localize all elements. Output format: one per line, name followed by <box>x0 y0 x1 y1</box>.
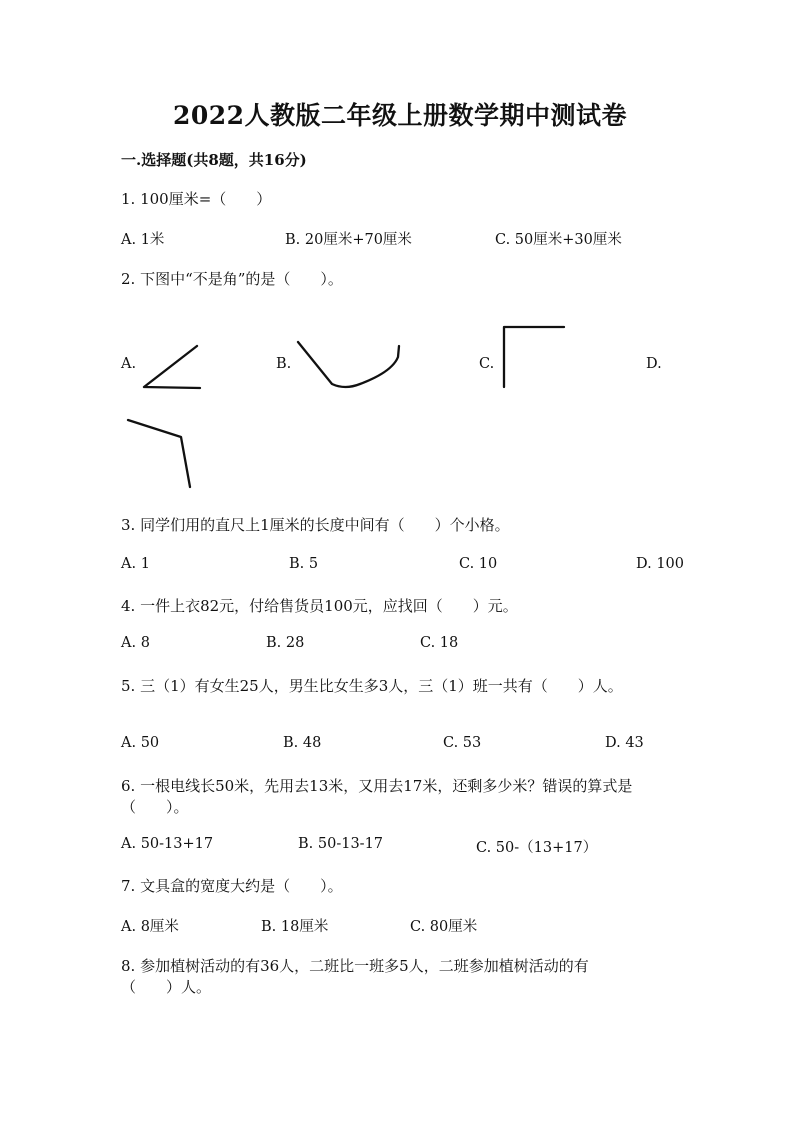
q4-option-b[interactable]: B. 28 <box>266 635 305 651</box>
q2-option-d[interactable]: D. <box>646 356 662 372</box>
q7-option-a[interactable]: A. 8厘米 <box>121 919 179 935</box>
q6-option-c[interactable]: C. 50-（13+17） <box>476 840 598 856</box>
q7-option-c[interactable]: C. 80厘米 <box>410 919 478 935</box>
q5-option-a[interactable]: A. 50 <box>121 735 160 751</box>
question-1: 1. 100厘米=（ ） <box>121 190 272 208</box>
q5-option-d[interactable]: D. 43 <box>605 735 644 751</box>
section-heading: 一.选择题(共8题，共16分) <box>121 151 307 169</box>
q1-option-b[interactable]: B. 20厘米+70厘米 <box>285 232 412 248</box>
question-3: 3. 同学们用的直尺上1厘米的长度中间有（ ）个小格。 <box>121 516 510 534</box>
figure-b-curve <box>298 342 399 387</box>
q2-option-c[interactable]: C. <box>479 356 495 372</box>
figure-c-right-angle <box>504 327 564 387</box>
q2-figures <box>0 0 800 500</box>
q2-option-b[interactable]: B. <box>276 356 292 372</box>
page-title: 2022人教版二年级上册数学期中测试卷 <box>172 101 628 130</box>
q2-option-a[interactable]: A. <box>121 356 137 372</box>
q5-option-b[interactable]: B. 48 <box>283 735 322 751</box>
q3-option-a[interactable]: A. 1 <box>121 556 150 572</box>
question-7: 7. 文具盒的宽度大约是（ ）。 <box>121 877 343 895</box>
figure-d-angle <box>128 420 190 487</box>
q1-option-c[interactable]: C. 50厘米+30厘米 <box>495 232 622 248</box>
question-2: 2. 下图中“不是角”的是（ ）。 <box>121 270 343 288</box>
question-6: 6. 一根电线长50米，先用去13米，又用去17米，还剩多少米？错误的算式是 <box>121 777 633 795</box>
question-6-continued: （ ）。 <box>121 798 189 816</box>
q6-option-b[interactable]: B. 50-13-17 <box>298 836 384 852</box>
q5-option-c[interactable]: C. 53 <box>443 735 482 751</box>
q3-option-c[interactable]: C. 10 <box>459 556 498 572</box>
q3-option-d[interactable]: D. 100 <box>636 556 685 572</box>
q3-option-b[interactable]: B. 5 <box>289 556 319 572</box>
q6-option-a[interactable]: A. 50-13+17 <box>121 836 214 852</box>
question-8: 8. 参加植树活动的有36人，二班比一班多5人，二班参加植树活动的有 <box>121 957 589 975</box>
figure-a-angle <box>144 346 200 388</box>
q4-option-a[interactable]: A. 8 <box>121 635 150 651</box>
q7-option-b[interactable]: B. 18厘米 <box>261 919 329 935</box>
q1-option-a[interactable]: A. 1米 <box>121 232 165 248</box>
question-5: 5. 三（1）有女生25人，男生比女生多3人，三（1）班一共有（ ）人。 <box>121 677 623 695</box>
question-4: 4. 一件上衣82元，付给售货员100元，应找回（ ）元。 <box>121 597 518 615</box>
q4-option-c[interactable]: C. 18 <box>420 635 459 651</box>
question-8-continued: （ ）人。 <box>121 978 212 996</box>
